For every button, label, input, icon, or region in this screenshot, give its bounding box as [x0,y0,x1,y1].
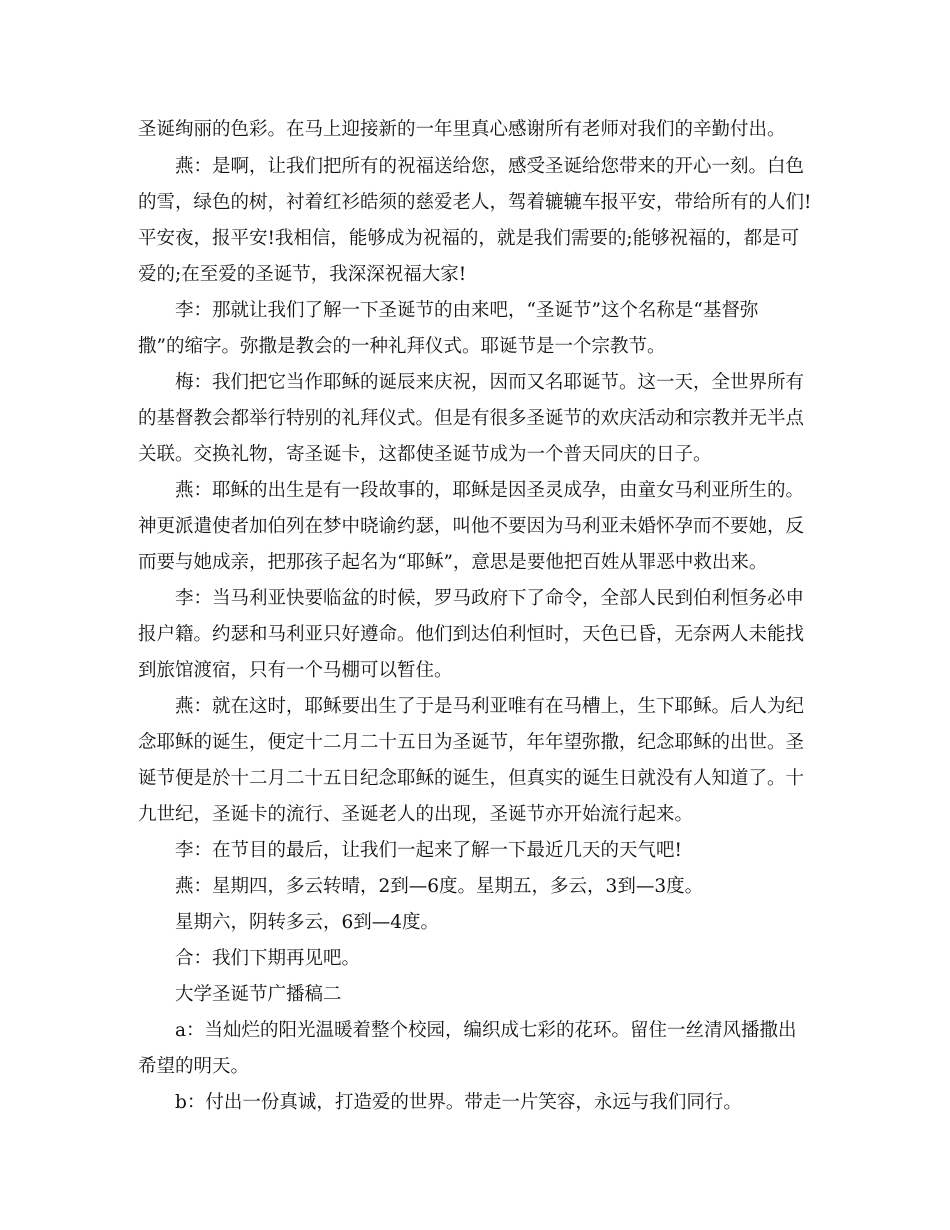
text-line: 到旅馆渡宿，只有一个马棚可以暂住。 [138,660,453,681]
text-line: 九世纪，圣诞卡的流行、圣诞老人的出现，圣诞节亦开始流行起来。 [138,804,694,825]
text-line: 爱的;在至爱的圣诞节，我深深祝福大家! [138,264,467,285]
text-line: 李：那就让我们了解一下圣诞节的由来吧，“圣诞节”这个名称是“基督弥 [175,300,759,321]
text-line: 报户籍。约瑟和马利亚只好遵命。他们到达伯利恒时，天色已昏，无奈两人未能找 [138,624,805,645]
text-line: 关联。交换礼物，寄圣诞卡，这都使圣诞节成为一个普天同庆的日子。 [138,444,712,465]
text-line: 燕：耶稣的出生是有一段故事的，耶稣是因圣灵成孕，由童女马利亚所生的。 [175,480,805,501]
text-line: 燕：就在这时，耶稣要出生了于是马利亚唯有在马槽上，生下耶稣。后人为纪 [175,696,805,717]
section-heading: 大学圣诞节广播稿二 [175,984,342,1005]
text-line: a：当灿烂的阳光温暖着整个校园，编织成七彩的花环。留住一丝清风播撒出 [175,1020,797,1041]
text-line: 撒”的缩字。弥撒是教会的一种礼拜仪式。耶诞节是一个宗教节。 [138,336,666,357]
text-line: 的基督教会都举行特别的礼拜仪式。但是有很多圣诞节的欢庆活动和宗教并无半点 [138,408,805,429]
text-line: 李：在节目的最后，让我们一起来了解一下最近几天的天气吧! [175,840,682,861]
text-line: 念耶稣的诞生，便定十二月二十五日为圣诞节，年年望弥撒，纪念耶稣的出世。圣 [138,732,805,753]
text-line: 的雪，绿色的树，衬着红衫皓须的慈爱老人，驾着辘辘车报平安，带给所有的人们! [138,192,812,213]
text-line: 平安夜，报平安!我相信，能够成为祝福的，就是我们需要的;能够祝福的，都是可 [138,228,800,249]
text-line: 希望的明天。 [138,1056,250,1077]
text-line: 而要与她成亲，把那孩子起名为“耶稣”，意思是要他把百姓从罪恶中救出来。 [138,552,768,573]
text-line: 圣诞绚丽的色彩。在马上迎接新的一年里真心感谢所有老师对我们的辛勤付出。 [138,119,786,140]
text-line: 神更派遣使者加伯列在梦中晓谕约瑟，叫他不要因为马利亚未婚怀孕而不要她，反 [138,516,805,537]
text-line: 星期六，阴转多云，6到—4度。 [175,912,440,933]
text-line: 梅：我们把它当作耶稣的诞辰来庆祝，因而又名耶诞节。这一天，全世界所有 [175,372,805,393]
text-line: 合：我们下期再见吧。 [175,948,361,969]
text-line: 燕：星期四，多云转晴，2到—6度。星期五，多云，3到—3度。 [175,876,704,897]
text-line: 李：当马利亚快要临盆的时候，罗马政府下了命令，全部人民到伯利恒务必申 [175,588,805,609]
text-line: 燕：是啊，让我们把所有的祝福送给您，感受圣诞给您带来的开心一刻。白色 [175,156,805,177]
text-line: b：付出一份真诚，打造爱的世界。带走一片笑容，永远与我们同行。 [175,1092,742,1113]
text-line: 诞节便是於十二月二十五日纪念耶稣的诞生，但真实的诞生日就没有人知道了。十 [138,768,805,789]
